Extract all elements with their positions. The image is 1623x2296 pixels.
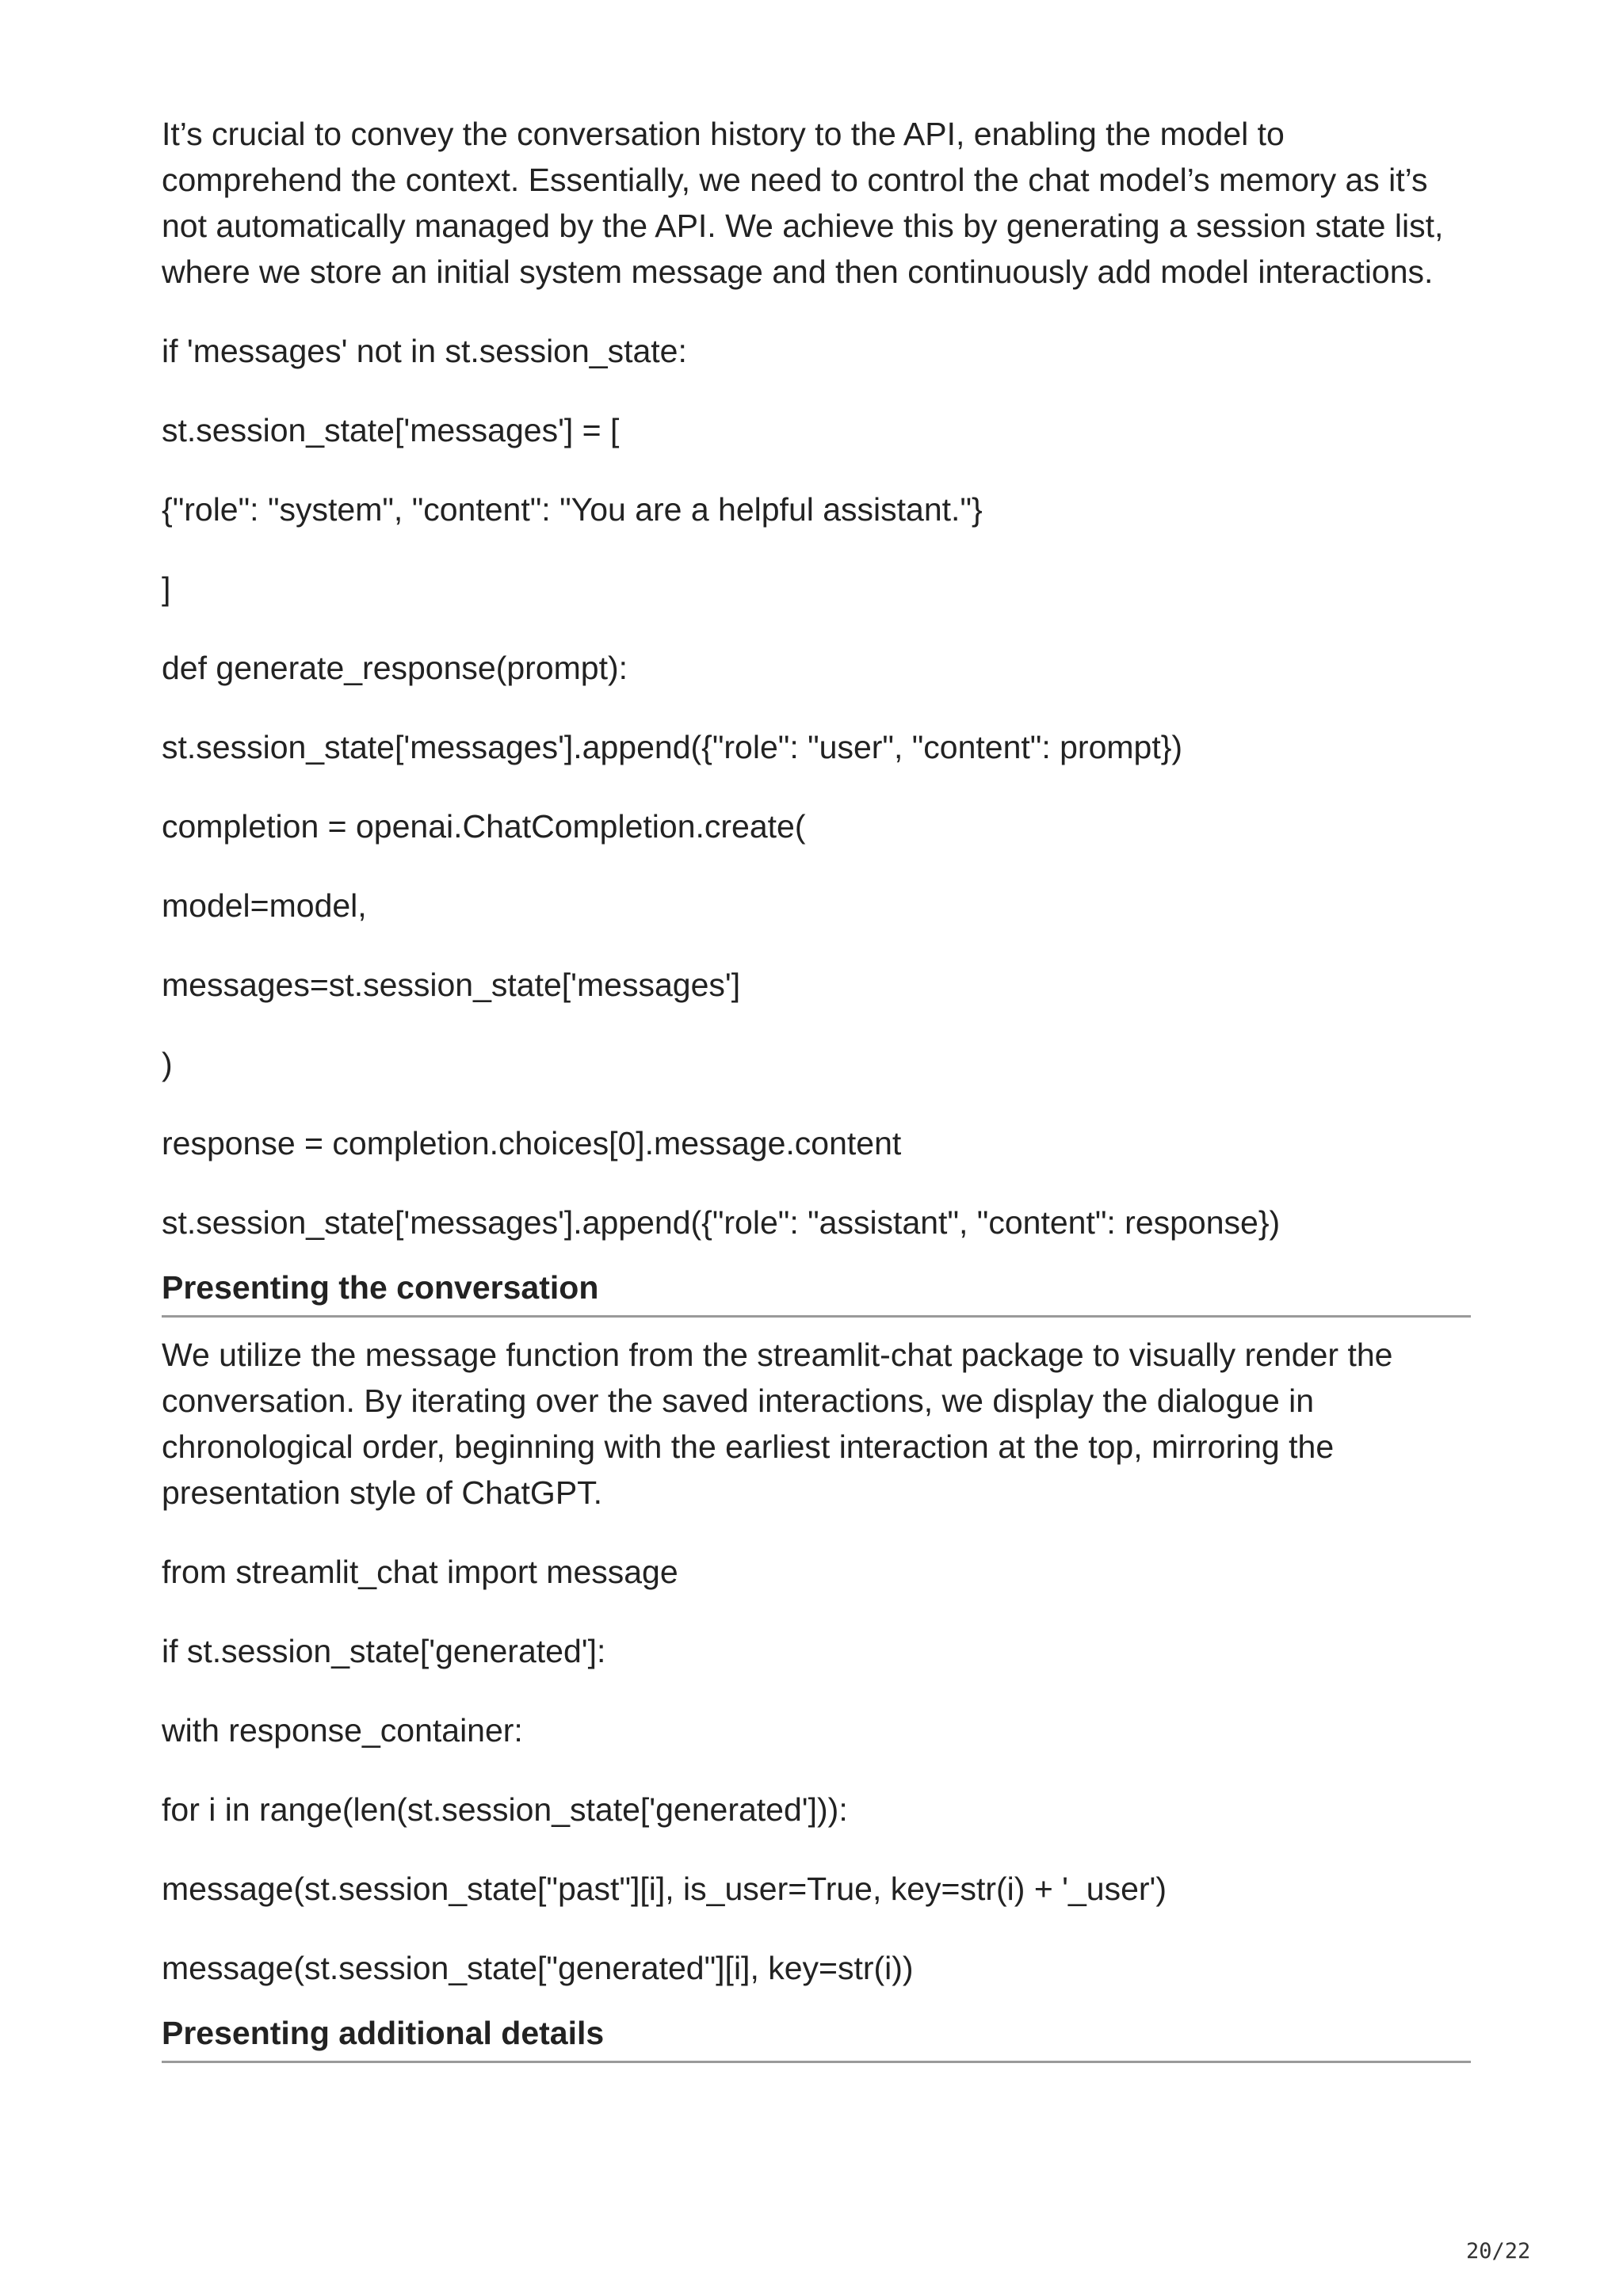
code-line: message(st.session_state["past"][i], is_user=True, key=str(i) + '_user'): [162, 1871, 1167, 1907]
code-line: st.session_state['messages'].append({"role": "assistant", "content": response}): [162, 1204, 1281, 1241]
code-line: message(st.session_state["generated"][i], key=str(i)): [162, 1950, 914, 1986]
code-line: st.session_state['messages'].append({"role": "user", "content": prompt}): [162, 729, 1183, 765]
code-line: model=model,: [162, 887, 367, 924]
page-number: 20/22: [1466, 2239, 1531, 2264]
section-heading-additional-details: Presenting additional details: [162, 2015, 605, 2051]
code-line: if st.session_state['generated']:: [162, 1633, 606, 1669]
code-line: for i in range(len(st.session_state['generated'])):: [162, 1791, 848, 1828]
intro-paragraph: It’s crucial to convey the conversation history to the API, enabling the model to comprehend the context. Essentially, we need to control the chat model’s memory as it’s not automatically managed by the API. We achieve this by generating a session state list, where we store an initial system message and then continuously add model interactions.: [162, 116, 1444, 290]
code-block-message-render: [162, 1549, 1471, 1991]
code-line: ): [162, 1046, 173, 1082]
section-heading-presenting-conversation: Presenting the conversation: [162, 1269, 599, 1306]
code-line: if 'messages' not in st.session_state:: [162, 333, 687, 369]
code-line: with response_container:: [162, 1712, 523, 1749]
code-line: {"role": "system", "content": "You are a helpful assistant."}: [162, 491, 983, 528]
code-line: completion = openai.ChatCompletion.create(: [162, 808, 806, 845]
code-line: messages=st.session_state['messages']: [162, 967, 741, 1003]
code-block-session-state: [162, 328, 1471, 1245]
conversation-paragraph: We utilize the message function from the streamlit-chat package to visually render the conversation. By iterating over the saved interactions, we display the dialogue in chronological order, beginning with the earliest interaction at the top, mirroring the presentation style of ChatGPT.: [162, 1337, 1393, 1511]
code-line: ]: [162, 570, 171, 607]
section-divider: [162, 2061, 1471, 2063]
code-line: response = completion.choices[0].message.content: [162, 1125, 902, 1161]
code-line: from streamlit_chat import message: [162, 1554, 678, 1590]
article-body: [162, 111, 1471, 2077]
code-line: def generate_response(prompt):: [162, 650, 628, 686]
section-divider: [162, 1315, 1471, 1318]
code-line: st.session_state['messages'] = [: [162, 412, 620, 448]
